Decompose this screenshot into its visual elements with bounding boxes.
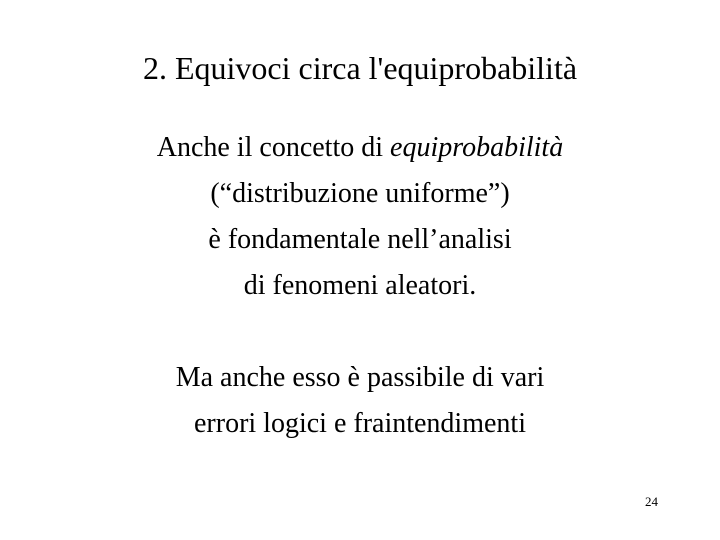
paragraph-line: (“distribuzione uniforme”): [210, 178, 510, 209]
paragraph-line: errori logici e fraintendimenti: [194, 408, 526, 439]
emphasized-term: equiprobabilità: [390, 132, 564, 163]
paragraph-line: di fenomeni aleatori.: [243, 270, 477, 301]
slide-title: 2. Equivoci circa l'equiprobabilità: [142, 50, 578, 86]
page-number: 24: [645, 494, 658, 509]
paragraph-line: [0, 125, 720, 171]
paragraph-line: è fondamentale nell’analisi: [208, 224, 512, 255]
paragraph-line: Ma anche esso è passibile di vari: [175, 362, 545, 393]
paragraph-errors: [0, 355, 720, 447]
paragraph-equiprobability: [0, 125, 720, 309]
line-text: Anche il concetto di: [156, 132, 391, 163]
